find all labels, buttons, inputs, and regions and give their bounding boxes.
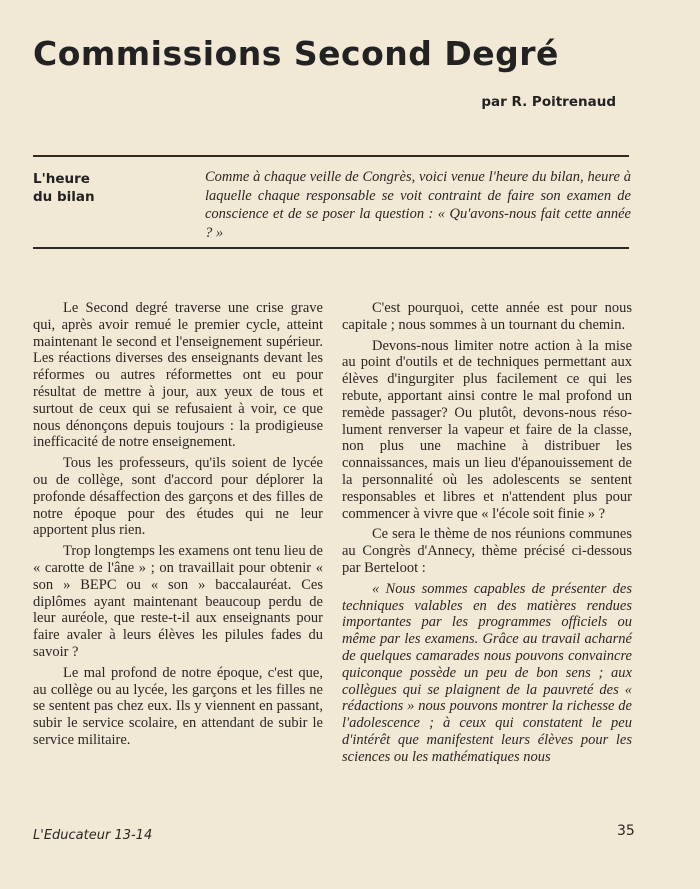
- body-paragraph: Tous les professeurs, qu'ils soient de lycée ou de collège, sont d'accord pour déplorer la profonde désaffection des garçons et des filles de notre époque pour des études qui ne leur apportent plus rien.: [33, 455, 323, 539]
- body-paragraph: C'est pourquoi, cette année est pour nous capitale ; nous sommes à un tournant du chemin.: [342, 300, 632, 333]
- left-column: [33, 300, 323, 753]
- body-paragraph: Le mal profond de notre époque, c'est que, au collège ou au lycée, les garçons et les filles ne se sentent pas chez eux. Ils y viennent en passant, subir le service scolaire, en attendant de subir le service militaire.: [33, 664, 323, 748]
- author-byline: par R. Poitrenaud: [481, 94, 616, 110]
- section-side-heading: [33, 170, 143, 206]
- body-paragraph: Ce sera le thème de nos réunions communes au Congrès d'Annecy, thème précisé ci-dessous par Berteloot :: [342, 526, 632, 576]
- side-heading-line-1: L'heure: [33, 171, 90, 187]
- quote-paragraph: « Nous sommes capables de présenter des techniques valables en des matières rendues importantes par les programmes officiels ou même par les examens. Grâce au travail acharné de quelques camarades nous pouvons convaincre quiconque possède un peu de bon sens ; aux collègues qui se plaignent de la pauvreté des « rédactions » nous pouvons montrer la richesse de l'adolescence ; à ceux qui constatent le peu d'intérêt que manifestent leurs élèves pour les sciences ou les mathématiques nous: [342, 580, 632, 765]
- bottom-divider: [33, 247, 629, 249]
- side-heading-line-2: du bilan: [33, 189, 95, 205]
- article-title: Commissions Second Degré: [33, 34, 559, 73]
- body-paragraph: Devons-nous limiter notre action à la mise au point d'outils et de techniques permettant aux élèves d'ingurgiter plus facilement ce qui les rebute, apportant ainsi contre le mal profond un remède passager? Ou plutôt, devons-nous résolument renverser la vapeur et faire de la classe, non plus une machine à distribuer les connaissances, mais un lieu d'épanouissement de la personnalité où les adolescents se sentent responsables et libres et n'attendent plus pour commencer à vivre que « l'école soit finie » ?: [342, 337, 632, 522]
- intro-paragraph: Comme à chaque veille de Congrès, voici venue l'heure du bilan, heure à laquelle chaque responsable se voit contraint de faire son examen de conscience et de se poser la question : « Qu'avons-nous fait cette année ? »: [205, 169, 631, 241]
- right-column: [342, 300, 632, 770]
- body-paragraph: Trop longtemps les examens ont tenu lieu de « carotte de l'âne » ; on travaillait pour obtenir « son » BEPC ou « son » baccalauréat. Ces diplômes ayant maintenant beaucoup perdu de leur auréole, que reste-t-il aux enseignants pour faire avaler à leurs élèves les pilules fades du savoir ?: [33, 543, 323, 660]
- top-divider: [33, 155, 629, 157]
- page-number: 35: [617, 823, 635, 839]
- publication-footer: L'Educateur 13-14: [33, 828, 153, 843]
- body-paragraph: Le Second degré traverse une crise grave qui, après avoir remué le premier cycle, atteint maintenant le second et l'enseignement supérieur. Les réactions diverses des enseignants devant les réformes ou autres réformettes ont eu pour résultat de mettre à jour, aux yeux de tous et surtout de ceux qui se refusaient à voir, ce que nous dénonçons depuis toujours : la prodigieuse inefficacité de notre enseignement.: [33, 300, 323, 451]
